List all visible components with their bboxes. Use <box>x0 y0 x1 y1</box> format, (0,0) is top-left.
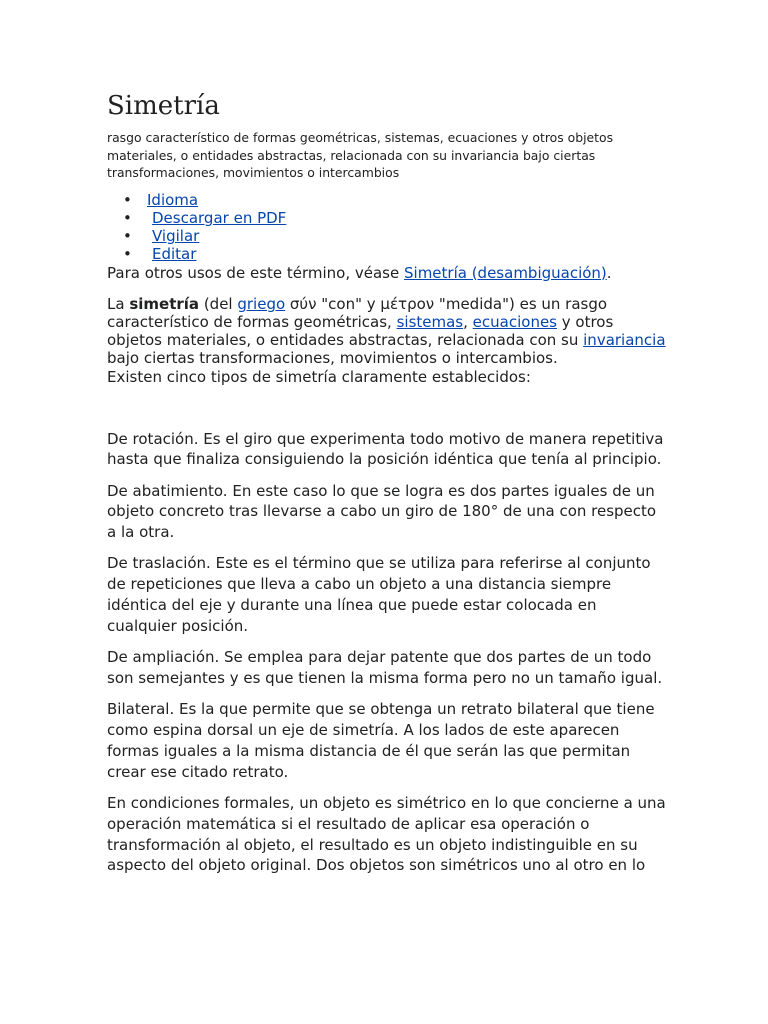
types-intro: Existen cinco tipos de simetría claramente establecidos: <box>107 367 531 386</box>
hatnote <box>107 264 667 282</box>
hatnote-prefix: Para otros usos de este término, véase <box>107 263 404 282</box>
page-subtitle: rasgo característico de formas geométricas, sistemas, ecuaciones y otros objetos materiales, o entidades abstractas, relacionada con su invariancia bajo ciertas transformaciones, movimientos o intercambios <box>107 130 614 180</box>
invariancia-link[interactable]: invariancia <box>583 331 666 350</box>
griego-link[interactable]: griego <box>237 294 286 313</box>
action-item-edit <box>107 245 667 263</box>
action-item-download <box>107 209 667 227</box>
language-link[interactable]: Idioma <box>147 190 199 209</box>
lead-text-5: y otros objetos materiales, o entidades abstractas, relacionada con su <box>107 312 614 350</box>
lead-text-6: bajo ciertas transformaciones, movimientos o intercambios. <box>107 349 558 368</box>
page-title: Simetría <box>107 91 220 121</box>
ecuaciones-link[interactable]: ecuaciones <box>472 312 557 331</box>
lead-term: simetría <box>129 294 200 313</box>
lead-text-2: (del <box>199 294 238 313</box>
paragraph-abatimiento: De abatimiento. En este caso lo que se logra es dos partes iguales de un objeto concreto tras llevarse a cabo un giro de 180° de una con respecto a la otra. <box>107 481 657 542</box>
action-item-watch <box>107 227 667 245</box>
lead-text-3: σύν "con" y μέτρον "medida") es un rasgo característico de formas geométricas, <box>107 294 608 331</box>
disambiguation-link[interactable]: Simetría (desambiguación) <box>404 263 607 282</box>
download-pdf-link[interactable]: Descargar en PDF <box>152 208 287 227</box>
hatnote-suffix: . <box>606 263 612 282</box>
sistemas-link[interactable]: sistemas <box>396 312 464 331</box>
paragraph-ampliacion: De ampliación. Se emplea para dejar patente que dos partes de un todo son semejantes y es que tienen la misma forma pero no un tamaño igual. <box>107 648 663 687</box>
paragraph-traslacion: De traslación. Este es el término que se utiliza para referirse al conjunto de repeticiones que lleva a cabo un objeto a una distancia siempre idéntica del eje y durante una línea que puede estar colocada en cualquier posición. <box>107 554 651 635</box>
edit-link[interactable]: Editar <box>152 245 197 264</box>
paragraph-formal: En condiciones formales, un objeto es simétrico en lo que concierne a una operación matemática si el resultado de aplicar esa operación o transformación al objeto, el resultado es un objeto indistinguible en su aspecto del objeto original. Dos objetos son simétricos uno al otro en lo <box>107 793 666 875</box>
bullet-icon: • <box>123 208 132 227</box>
article-actions-list <box>107 191 667 264</box>
paragraph-rotation: De rotación. Es el giro que experimenta todo motivo de manera repetitiva hasta que finaliza consiguiendo la posición idéntica que tenía al principio. <box>107 429 664 469</box>
paragraph-bilateral: Bilateral. Es la que permite que se obtenga un retrato bilateral que tiene como espina dorsal un eje de simetría. A los lados de este aparecen formas iguales a la misma distancia de él que serán las que permitan crear ese citado retrato. <box>107 700 655 781</box>
action-item-idioma <box>107 191 667 209</box>
bullet-icon: • <box>123 190 132 209</box>
lead-paragraph <box>107 295 667 368</box>
article-content <box>107 88 667 876</box>
lead-text-4: , <box>463 312 473 331</box>
bullet-icon: • <box>123 227 132 246</box>
bullet-icon: • <box>123 245 132 264</box>
lead-text-1: La <box>107 294 130 313</box>
watch-link[interactable]: Vigilar <box>152 227 200 246</box>
